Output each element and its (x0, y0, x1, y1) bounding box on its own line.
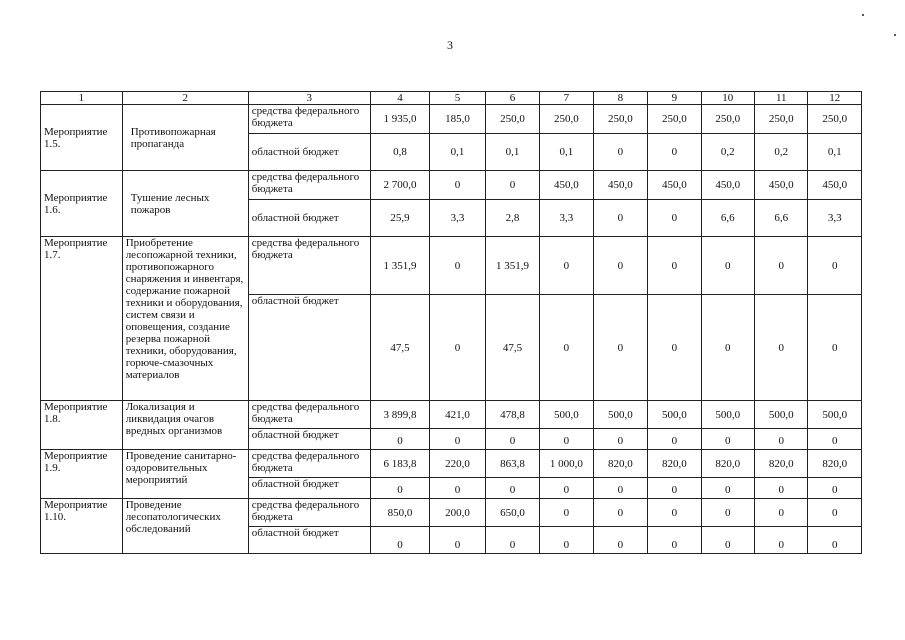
amount-cell: 0 (593, 295, 647, 401)
event-name: Проведение санитарно-оздоровительных мероприятий (122, 450, 248, 499)
funding-source: областной бюджет (248, 429, 370, 450)
amount-cell: 250,0 (755, 105, 808, 134)
column-number: 6 (485, 92, 539, 105)
amount-cell: 6,6 (701, 200, 754, 237)
amount-cell: 500,0 (540, 401, 593, 429)
amount-cell: 0 (648, 200, 701, 237)
amount-cell: 0 (808, 499, 862, 527)
amount-cell: 421,0 (430, 401, 485, 429)
amount-cell: 250,0 (485, 105, 539, 134)
scan-speck (894, 34, 896, 36)
amount-cell: 250,0 (648, 105, 701, 134)
amount-cell: 0 (430, 237, 485, 295)
amount-cell: 250,0 (808, 105, 862, 134)
amount-cell: 0 (648, 499, 701, 527)
amount-cell: 3,3 (808, 200, 862, 237)
amount-cell: 0 (701, 527, 754, 554)
amount-cell: 0 (485, 171, 539, 200)
funding-source: средства федерального бюджета (248, 401, 370, 429)
amount-cell: 250,0 (593, 105, 647, 134)
funding-source: средства федерального бюджета (248, 237, 370, 295)
table-row (41, 450, 862, 478)
amount-cell: 0 (370, 527, 430, 554)
amount-cell: 0 (755, 429, 808, 450)
funding-source: областной бюджет (248, 200, 370, 237)
budget-table (40, 91, 862, 554)
column-number: 2 (122, 92, 248, 105)
amount-cell: 450,0 (540, 171, 593, 200)
amount-cell: 1 935,0 (370, 105, 430, 134)
amount-cell: 47,5 (485, 295, 539, 401)
amount-cell: 3,3 (540, 200, 593, 237)
amount-cell: 0 (701, 295, 754, 401)
amount-cell: 0,1 (485, 134, 539, 171)
amount-cell: 0,1 (808, 134, 862, 171)
amount-cell: 0,8 (370, 134, 430, 171)
event-name: Проведение лесопатологических обследований (122, 499, 248, 554)
amount-cell: 0 (648, 527, 701, 554)
amount-cell: 0 (808, 429, 862, 450)
column-number: 12 (808, 92, 862, 105)
event-label: Мероприятие 1.5. (41, 105, 123, 171)
amount-cell: 1 351,9 (370, 237, 430, 295)
amount-cell: 820,0 (648, 450, 701, 478)
event-label: Мероприятие 1.6. (41, 171, 123, 237)
amount-cell: 0 (485, 478, 539, 499)
event-name: Тушение лесных пожаров (122, 171, 248, 237)
amount-cell: 0 (701, 478, 754, 499)
amount-cell: 450,0 (648, 171, 701, 200)
funding-source: областной бюджет (248, 527, 370, 554)
amount-cell: 0 (755, 527, 808, 554)
amount-cell: 0 (593, 478, 647, 499)
amount-cell: 0 (593, 527, 647, 554)
amount-cell: 0 (540, 429, 593, 450)
amount-cell: 2 700,0 (370, 171, 430, 200)
amount-cell: 820,0 (701, 450, 754, 478)
amount-cell: 0 (808, 478, 862, 499)
amount-cell: 250,0 (540, 105, 593, 134)
amount-cell: 0 (648, 295, 701, 401)
amount-cell: 500,0 (701, 401, 754, 429)
table-row (41, 237, 862, 295)
column-number: 10 (701, 92, 754, 105)
amount-cell: 500,0 (648, 401, 701, 429)
event-label: Мероприятие 1.9. (41, 450, 123, 499)
table-body (41, 105, 862, 554)
amount-cell: 450,0 (593, 171, 647, 200)
amount-cell: 200,0 (430, 499, 485, 527)
amount-cell: 0 (755, 237, 808, 295)
amount-cell: 450,0 (701, 171, 754, 200)
amount-cell: 0 (370, 478, 430, 499)
amount-cell: 0 (808, 295, 862, 401)
table-row (41, 171, 862, 200)
column-number: 9 (648, 92, 701, 105)
funding-source: областной бюджет (248, 134, 370, 171)
column-number: 1 (41, 92, 123, 105)
table-row (41, 499, 862, 527)
amount-cell: 863,8 (485, 450, 539, 478)
table-row (41, 401, 862, 429)
amount-cell: 185,0 (430, 105, 485, 134)
amount-cell: 0 (648, 478, 701, 499)
amount-cell: 850,0 (370, 499, 430, 527)
amount-cell: 47,5 (370, 295, 430, 401)
amount-cell: 820,0 (808, 450, 862, 478)
amount-cell: 0 (430, 171, 485, 200)
event-label: Мероприятие 1.10. (41, 499, 123, 554)
amount-cell: 0 (540, 295, 593, 401)
amount-cell: 0,2 (755, 134, 808, 171)
amount-cell: 25,9 (370, 200, 430, 237)
amount-cell: 500,0 (755, 401, 808, 429)
amount-cell: 0 (593, 429, 647, 450)
amount-cell: 820,0 (593, 450, 647, 478)
amount-cell: 0 (701, 237, 754, 295)
amount-cell: 500,0 (808, 401, 862, 429)
amount-cell: 478,8 (485, 401, 539, 429)
amount-cell: 0 (755, 478, 808, 499)
column-number-row (41, 92, 862, 105)
funding-source: областной бюджет (248, 478, 370, 499)
scan-speck (862, 14, 864, 16)
amount-cell: 0 (540, 527, 593, 554)
amount-cell: 0,2 (701, 134, 754, 171)
amount-cell: 6,6 (755, 200, 808, 237)
funding-source: средства федерального бюджета (248, 450, 370, 478)
amount-cell: 0 (648, 134, 701, 171)
amount-cell: 220,0 (430, 450, 485, 478)
column-number: 7 (540, 92, 593, 105)
amount-cell: 0 (430, 478, 485, 499)
amount-cell: 0 (593, 237, 647, 295)
column-number: 8 (593, 92, 647, 105)
column-number: 4 (370, 92, 430, 105)
column-number: 11 (755, 92, 808, 105)
amount-cell: 0 (755, 295, 808, 401)
amount-cell: 820,0 (755, 450, 808, 478)
amount-cell: 650,0 (485, 499, 539, 527)
amount-cell: 0 (701, 429, 754, 450)
funding-source: средства федерального бюджета (248, 499, 370, 527)
funding-source: средства федерального бюджета (248, 171, 370, 200)
amount-cell: 0 (593, 499, 647, 527)
amount-cell: 0 (808, 527, 862, 554)
event-label: Мероприятие 1.7. (41, 237, 123, 401)
amount-cell: 0 (648, 237, 701, 295)
amount-cell: 0 (430, 429, 485, 450)
amount-cell: 0 (593, 134, 647, 171)
column-number: 5 (430, 92, 485, 105)
amount-cell: 0 (755, 499, 808, 527)
amount-cell: 0 (701, 499, 754, 527)
amount-cell: 1 000,0 (540, 450, 593, 478)
amount-cell: 450,0 (808, 171, 862, 200)
amount-cell: 0,1 (540, 134, 593, 171)
funding-source: средства федерального бюджета (248, 105, 370, 134)
page-number: 3 (447, 38, 453, 52)
amount-cell: 6 183,8 (370, 450, 430, 478)
amount-cell: 3,3 (430, 200, 485, 237)
amount-cell: 2,8 (485, 200, 539, 237)
amount-cell: 0 (593, 200, 647, 237)
funding-source: областной бюджет (248, 295, 370, 401)
amount-cell: 250,0 (701, 105, 754, 134)
event-name: Приобретение лесопожарной техники, противопожарного снаряжения и инвентаря, содержание пожарной техники и оборудования, систем связи и оповещения, создание резерва пожарной техники, оборудования, горюче-смазочных материалов (122, 237, 248, 401)
amount-cell: 0 (370, 429, 430, 450)
amount-cell: 0 (430, 295, 485, 401)
amount-cell: 0,1 (430, 134, 485, 171)
amount-cell: 500,0 (593, 401, 647, 429)
amount-cell: 0 (485, 527, 539, 554)
event-label: Мероприятие 1.8. (41, 401, 123, 450)
amount-cell: 1 351,9 (485, 237, 539, 295)
event-name: Противопожарная пропаганда (122, 105, 248, 171)
amount-cell: 0 (648, 429, 701, 450)
table-row (41, 105, 862, 134)
amount-cell: 0 (485, 429, 539, 450)
amount-cell: 0 (808, 237, 862, 295)
amount-cell: 3 899,8 (370, 401, 430, 429)
column-number: 3 (248, 92, 370, 105)
amount-cell: 0 (540, 478, 593, 499)
event-name: Локализация и ликвидация очагов вредных организмов (122, 401, 248, 450)
amount-cell: 0 (430, 527, 485, 554)
amount-cell: 450,0 (755, 171, 808, 200)
amount-cell: 0 (540, 499, 593, 527)
amount-cell: 0 (540, 237, 593, 295)
